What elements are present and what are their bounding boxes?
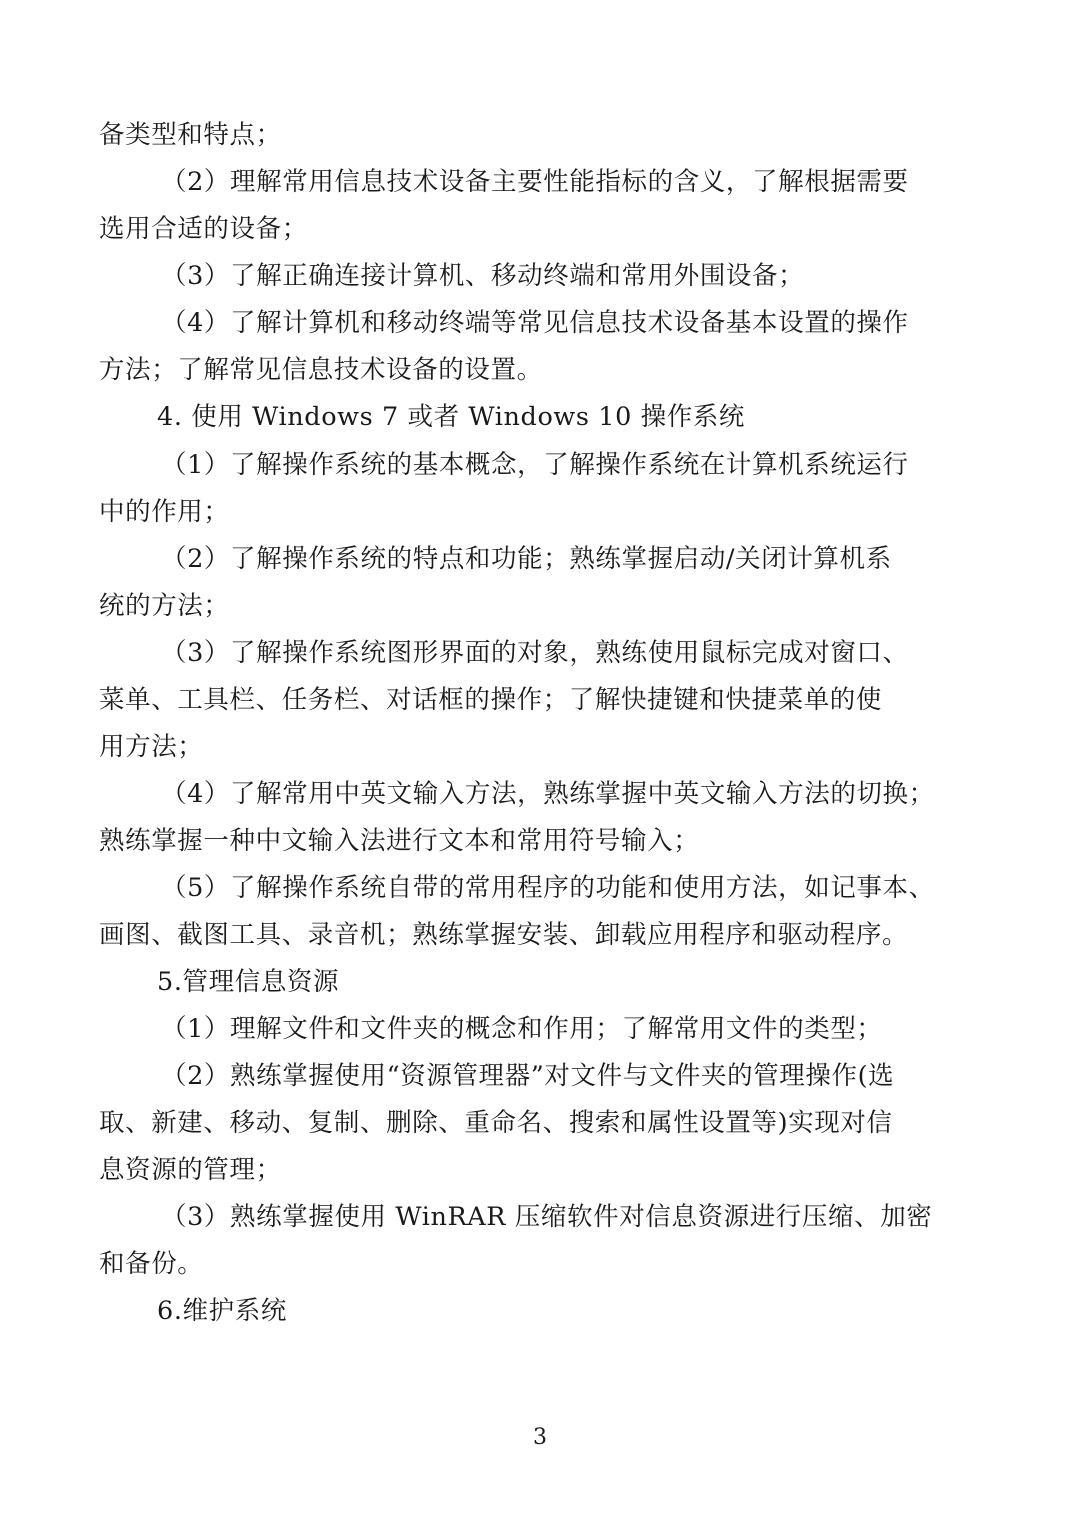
text-line: （4）了解常用中英文输入方法，熟练掌握中英文输入方法的切换； [161,779,935,809]
text-line: 用方法； [99,732,204,762]
page-number: 3 [533,1425,547,1450]
text-line: 和备份。 [99,1249,204,1279]
text-line: 取、新建、移动、复制、删除、重命名、搜索和属性设置等)实现对信 [99,1108,893,1138]
section-heading: 4. 使用 Windows 7 或者 Windows 10 操作系统 [157,402,745,432]
text-line: 熟练掌握一种中文输入法进行文本和常用符号输入； [99,826,700,856]
text-line: （2）理解常用信息技术设备主要性能指标的含义，了解根据需要 [161,167,909,197]
text-line: 统的方法； [99,591,230,621]
text-line: （3）了解正确连接计算机、移动终端和常用外围设备； [161,261,805,291]
text-line: （3）熟练掌握使用 WinRAR 压缩软件对信息资源进行压缩、加密 [161,1202,933,1232]
text-line: （1）了解操作系统的基本概念，了解操作系统在计算机系统运行 [161,450,909,480]
text-line: （1）理解文件和文件夹的概念和作用；了解常用文件的类型； [161,1014,883,1044]
text-line: （2）熟练掌握使用“资源管理器”对文件与文件夹的管理操作(选 [161,1061,895,1091]
text-line: 方法；了解常见信息技术设备的设置。 [99,355,543,385]
section-heading: 5.管理信息资源 [157,967,340,997]
text-line: （2）了解操作系统的特点和功能；熟练掌握启动/关闭计算机系 [161,544,892,574]
text-line: 息资源的管理； [99,1155,282,1185]
text-line: （4）了解计算机和移动终端等常见信息技术设备基本设置的操作 [161,308,909,338]
text-line: 中的作用； [99,497,230,527]
text-line: 画图、截图工具、录音机；熟练掌握安装、卸载应用程序和驱动程序。 [99,920,909,950]
text-line: 菜单、工具栏、任务栏、对话框的操作；了解快捷键和快捷菜单的使 [99,685,883,715]
section-heading: 6.维护系统 [157,1296,287,1326]
text-line: （5）了解操作系统自带的常用程序的功能和使用方法，如记事本、 [161,873,935,903]
text-line: （3）了解操作系统图形界面的对象，熟练使用鼠标完成对窗口、 [161,638,909,668]
text-line: 备类型和特点； [99,120,282,150]
text-line: 选用合适的设备； [99,214,308,244]
